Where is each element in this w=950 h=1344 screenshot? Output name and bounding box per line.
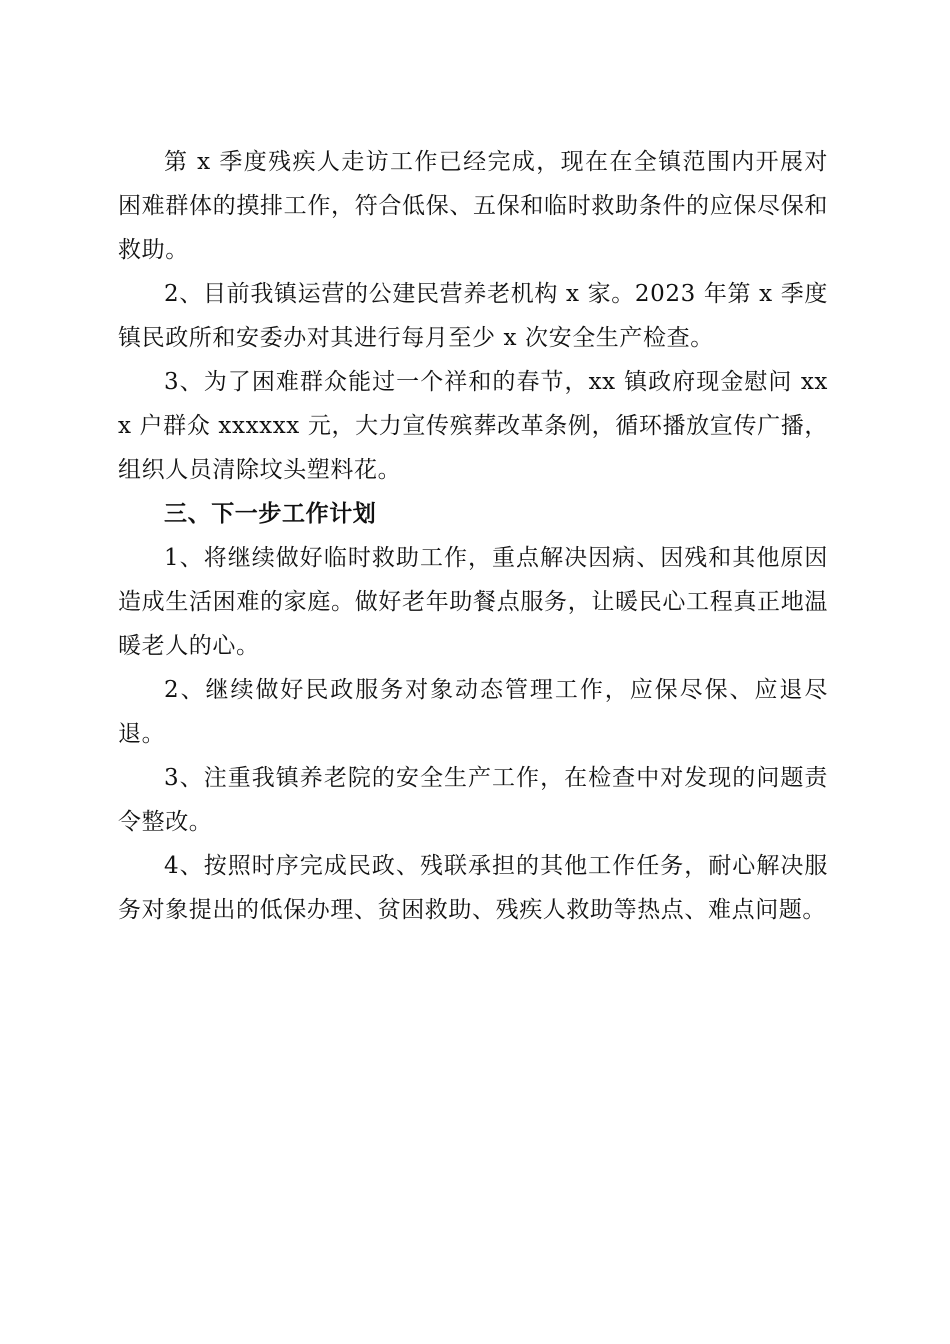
paragraph-plan-3: 3、注重我镇养老院的安全生产工作，在检查中对发现的问题责令整改。 — [118, 765, 828, 835]
paragraph-visit-work: 第 x 季度残疾人走访工作已经完成，现在在全镇范围内开展对困难群体的摸排工作，符合低保、五保和临时救助条件的应保尽保和救助。 — [118, 149, 828, 263]
paragraph-plan-2: 2、继续做好民政服务对象动态管理工作，应保尽保、应退尽退。 — [118, 677, 828, 747]
document-body — [118, 140, 828, 932]
paragraph-spring-festival: 3、为了困难群众能过一个祥和的春节，xx 镇政府现金慰问 xxx 户群众 xxxxxx 元，大力宣传殡葬改革条例，循环播放宣传广播，组织人员清除坟头塑料花。 — [118, 369, 828, 483]
paragraph-plan-4: 4、按照时序完成民政、残联承担的其他工作任务，耐心解决服务对象提出的低保办理、贫困救助、残疾人救助等热点、难点问题。 — [118, 853, 828, 923]
paragraph-elderly-institutions: 2、目前我镇运营的公建民营养老机构 x 家。2023 年第 x 季度镇民政所和安委办对其进行每月至少 x 次安全生产检查。 — [118, 281, 828, 351]
section-heading-next-steps: 三、下一步工作计划 — [164, 501, 377, 527]
paragraph-plan-1: 1、将继续做好临时救助工作，重点解决因病、因残和其他原因造成生活困难的家庭。做好老年助餐点服务，让暖民心工程真正地温暖老人的心。 — [118, 545, 828, 659]
